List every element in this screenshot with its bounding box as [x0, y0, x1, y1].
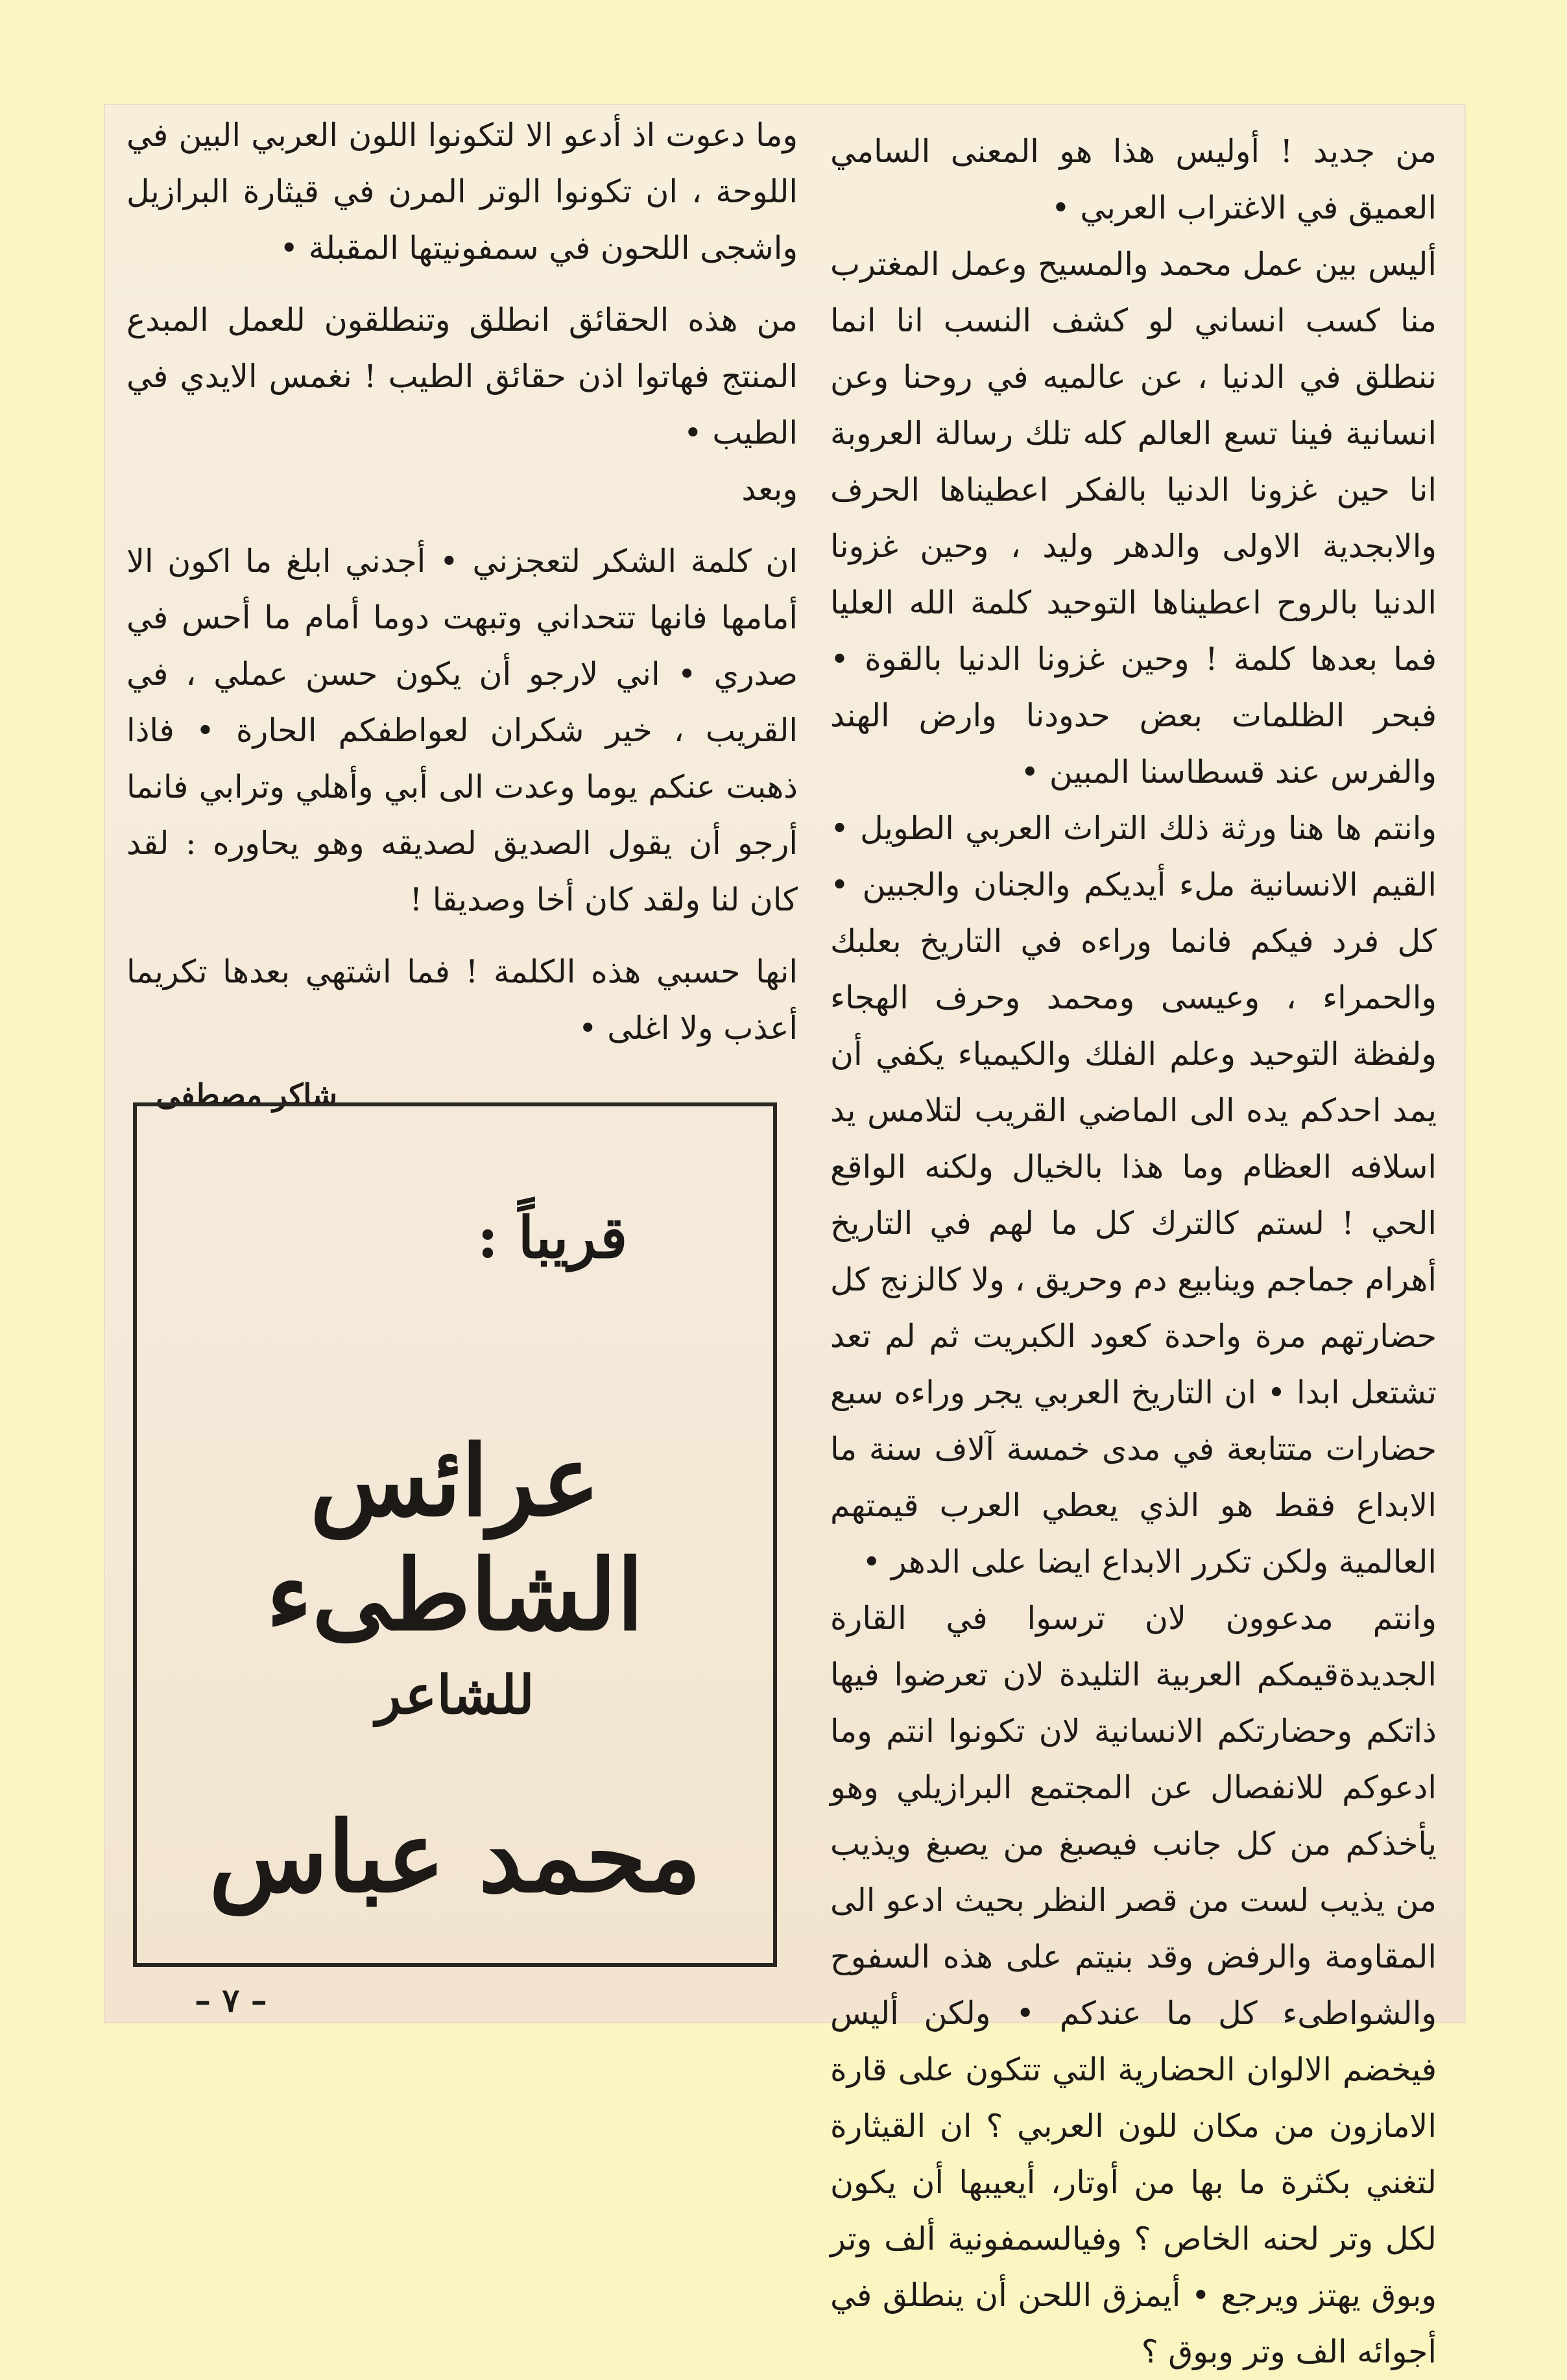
page-number: – ٧ – — [195, 1981, 267, 2019]
article-paragraph: ان كلمة الشكر لتعجزني • أجدني ابلغ ما اكون الا أمامها فانها تتحداني وتبهت دوما أمام ما أحس في صدري • اني لارجو أن يكون حسن عملي ، في القريب ، خير شكران لعواطفكم الحارة • فاذا ذهبت عنكم يوما وعدت الى أبي وأهلي وترابي فانما أرجو أن يقول الصديق لصديقه وهو يحاوره : لقد كان لنا ولقد كان أخا وصديقا ! — [126, 543, 798, 918]
article-column-left — [126, 107, 798, 1123]
ad-poet-name: محمد عباس — [209, 1800, 701, 1914]
article-paragraph: وانتم مدعوون لان ترسوا في القارة الجديدةقيمكم العربية التليدة لان تعرضوا فيها ذاتكم وحضارتكم الانسانية لان تكونوا انتم وما ادعوكم للانفصال عن المجتمع البرازيلي وهو يأخذكم من كل جانب فيصبغ من يصبغ ويذيب من يذيب لست من قصر النظر بحيث ادعو الى المقاومة والرفض وقد بنيتم على هذه السفوح والشواطىء كل ما عندكم • ولكن أليس فيخضم الالوان الحضارية التي تتكون على قارة الامازون من مكان للون العربي ؟ ان القيثارة لتغني بكثرة ما بها من أوتار، أيعيبها أن يكون لكل وتر لحنه الخاص ؟ وفيالسمفونية ألف وتر وبوق يهتز ويرجع • أيمزق اللحن أن ينطلق في أجوائه الف وتر وبوق ؟ — [830, 1600, 1437, 2370]
author-signature: شاكر مصطفى — [156, 1077, 337, 1112]
ad-book-title: عرائس الشاطىء — [266, 1424, 644, 1652]
book-advertisement-box — [133, 1102, 777, 1967]
article-paragraph: وانتم ها هنا ورثة ذلك التراث العربي الطويل • القيم الانسانية ملء أيديكم والجنان والجبين • كل فرد فيكم فانما وراءه في التاريخ بعلبك والحمراء ، وعيسى ومحمد وحرف الهجاء ولفظة التوحيد وعلم الفلك والكيمياء يكفي أن يمد احدكم يده الى الماضي القريب لتلامس يد اسلافه العظام وما هذا بالخيال ولكنه الواقع الحي ! لستم كالترك كل ما لهم في التاريخ أهرام جماجم وينابيع دم وحريق ، ولا كالزنج كل حضارتهم مرة واحدة كعود الكبريت ثم لم تعد تشتعل ابدا • ان التاريخ العربي يجر وراءه سبع حضارات متتابعة في مدى خمسة آلاف سنة ما الابداع فقط هو الذي يعطي العرب قيمتهم العالمية ولكن تكرر الابداع ايضا على الدهر • — [830, 810, 1437, 1580]
article-paragraph: من جديد ! أوليس هذا هو المعنى السامي العميق في الاغتراب العربي • — [830, 133, 1437, 226]
article-paragraph: من هذه الحقائق انطلق وتنطلقون للعمل المبدع المنتج فهاتوا اذن حقائق الطيب ! نغمس الايدي في الطيب • — [126, 302, 798, 451]
article-column-right — [830, 123, 1437, 2380]
article-paragraph: أليس بين عمل محمد والمسيح وعمل المغترب منا كسب انساني لو كشف النسب انا انما ننطلق في الدنيا ، عن عالميه في روحنا وعن انسانية فينا تسع العالم كله تلك رسالة العروبة انا حين غزونا الدنيا بالفكر اعطيناها الحرف والابجدية الاولى والدهر وليد ، وحين غزونا الدنيا بالروح اعطيناها التوحيد كلمة الله العليا فما بعدها كلمة ! وحين غزونا الدنيا بالقوة • فبحر الظلمات بعض حدودنا وارض الهند والفرس عند قسطاسنا المبين • — [830, 246, 1437, 791]
article-paragraph: وبعد — [741, 471, 798, 508]
ad-coming-soon: قريباً : — [477, 1204, 628, 1271]
article-paragraph: وما دعوت اذ أدعو الا لتكونوا اللون العربي البين في اللوحة ، ان تكونوا الوتر المرن في قيثارة البرازيل واشجى اللحون في سمفونيتها المقبلة • — [126, 117, 798, 267]
magazine-page — [104, 104, 1466, 2370]
article-paragraph: انها حسبي هذه الكلمة ! فما اشتهي بعدها تكريما أعذب ولا اغلى • — [126, 953, 798, 1047]
ad-by-poet-label: للشاعر — [376, 1664, 534, 1726]
